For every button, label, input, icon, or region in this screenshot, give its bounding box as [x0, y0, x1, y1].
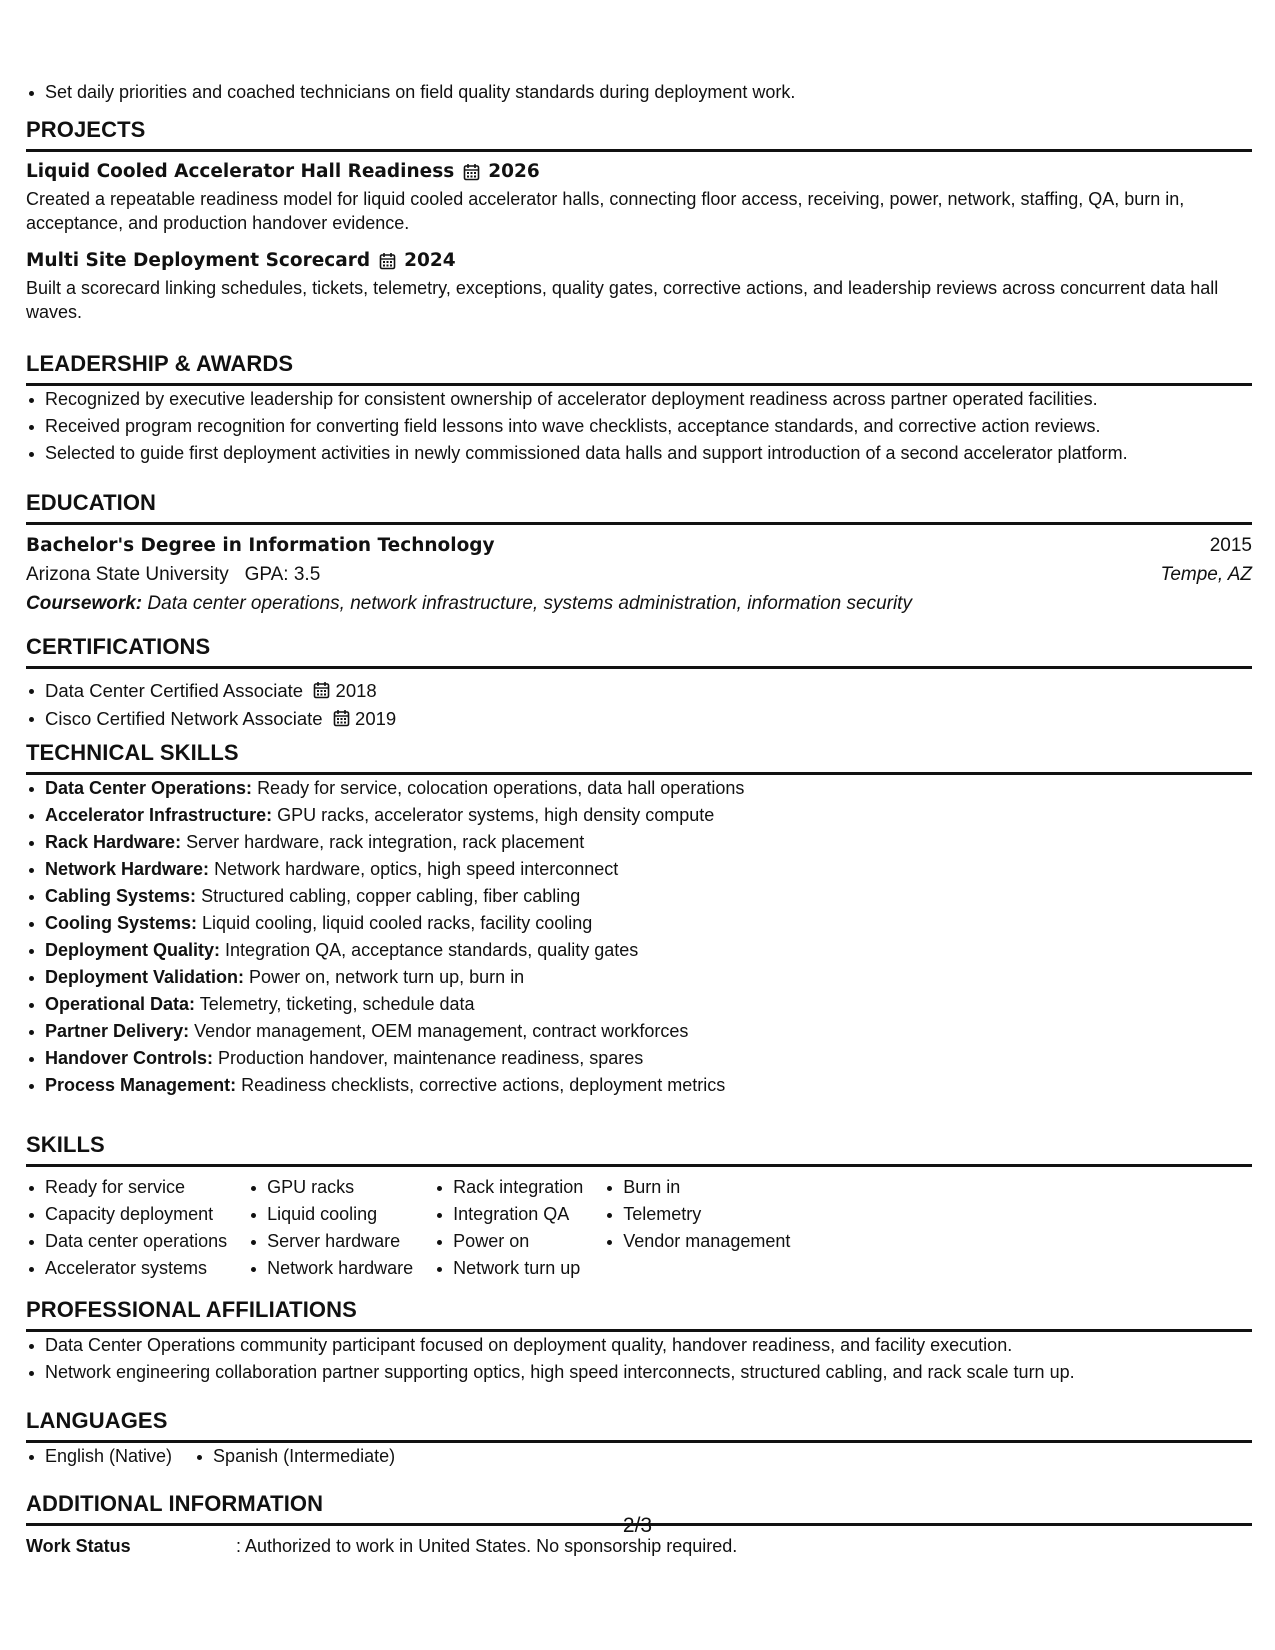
certifications-list: [26, 677, 1252, 733]
skill-values: Network hardware, optics, high speed interconnect: [214, 859, 619, 879]
skills-column: [604, 1174, 790, 1282]
section-title: SKILLS: [26, 1132, 1252, 1167]
technical-skill-item: [26, 829, 1252, 856]
skill-category: Rack Hardware:: [45, 832, 182, 852]
skill-item: Ready for service: [26, 1174, 227, 1201]
projects-section: [26, 117, 1252, 324]
certification-year: 2019: [355, 708, 397, 729]
affiliations-list: [26, 1332, 1252, 1386]
technical-skill-item: [26, 1018, 1252, 1045]
skill-category: Cabling Systems:: [45, 886, 197, 906]
work-status-value: : Authorized to work in United States. No sponsorship required.: [236, 1536, 738, 1556]
project-year: 2026: [488, 161, 540, 182]
technical-skill-item: [26, 1045, 1252, 1072]
skill-category: Process Management:: [45, 1075, 237, 1095]
calendar-icon: [313, 681, 330, 699]
technical-skills-list: [26, 775, 1252, 1099]
skill-item: Network hardware: [248, 1255, 413, 1282]
coursework-label: Coursework:: [26, 593, 143, 614]
technical-skill-item: [26, 856, 1252, 883]
skill-category: Deployment Validation:: [45, 967, 245, 987]
skill-values: Ready for service, colocation operations, data hall operations: [257, 778, 745, 798]
skill-values: Liquid cooling, liquid cooled racks, facility cooling: [202, 913, 593, 933]
skill-item: Data center operations: [26, 1228, 227, 1255]
section-title: EDUCATION: [26, 490, 1252, 525]
technical-skill-item: [26, 883, 1252, 910]
skill-item: Vendor management: [604, 1228, 790, 1255]
section-title: CERTIFICATIONS: [26, 634, 1252, 669]
technical-skill-item: [26, 937, 1252, 964]
project-description: Created a repeatable readiness model for liquid cooled accelerator halls, connecting floor access, receiving, power, network, staffing, QA, burn in, acceptance, and production handover evidence.: [26, 189, 1185, 233]
project-description: Built a scorecard linking schedules, tickets, telemetry, exceptions, quality gates, corrective actions, and leadership reviews across concurrent data hall waves.: [26, 278, 1219, 322]
languages-list: [26, 1443, 1252, 1470]
skill-category: Accelerator Infrastructure:: [45, 805, 273, 825]
certification-name: Data Center Certified Associate: [45, 680, 304, 701]
list-item: Selected to guide first deployment activities in newly commissioned data halls and support introduction of a second accelerator platform.: [26, 440, 1252, 467]
technical-skill-item: [26, 802, 1252, 829]
list-item: Set daily priorities and coached technicians on field quality standards during deployment work.: [26, 79, 1252, 106]
skill-category: Operational Data:: [45, 994, 196, 1014]
page-number: 2/3: [622, 1514, 653, 1537]
certifications-section: [26, 634, 1252, 733]
skill-item: Server hardware: [248, 1228, 413, 1255]
affiliations-section: [26, 1297, 1252, 1386]
skill-category: Data Center Operations:: [45, 778, 253, 798]
leadership-section: [26, 351, 1252, 467]
certification-year: 2018: [335, 680, 377, 701]
skill-item: Integration QA: [434, 1201, 583, 1228]
skill-item: Capacity deployment: [26, 1201, 227, 1228]
technical-skill-item: [26, 775, 1252, 802]
skill-item: Power on: [434, 1228, 583, 1255]
experience-continuation-list: [26, 79, 1252, 106]
skill-category: Cooling Systems:: [45, 913, 198, 933]
technical-skill-item: [26, 964, 1252, 991]
degree-name: Bachelor's Degree in Information Technology: [26, 535, 495, 556]
section-title: TECHNICAL SKILLS: [26, 740, 1252, 775]
language-item: English (Native): [26, 1443, 172, 1470]
skill-category: Deployment Quality:: [45, 940, 221, 960]
gpa: GPA: 3.5: [244, 564, 321, 585]
section-title: LEADERSHIP & AWARDS: [26, 351, 1252, 386]
section-title: ADDITIONAL INFORMATION: [26, 1491, 1252, 1526]
calendar-icon: [333, 709, 350, 727]
skill-item: Burn in: [604, 1174, 790, 1201]
skill-item: Accelerator systems: [26, 1255, 227, 1282]
skill-item: Liquid cooling: [248, 1201, 413, 1228]
skill-values: Server hardware, rack integration, rack placement: [186, 832, 585, 852]
list-item: [26, 705, 1252, 733]
certification-name: Cisco Certified Network Associate: [45, 708, 323, 729]
skill-category: Partner Delivery:: [45, 1021, 190, 1041]
technical-skills-section: [26, 740, 1252, 1099]
skill-values: Structured cabling, copper cabling, fiber cabling: [201, 886, 581, 906]
skill-category: Handover Controls:: [45, 1048, 214, 1068]
skill-item: Telemetry: [604, 1201, 790, 1228]
section-title: PROFESSIONAL AFFILIATIONS: [26, 1297, 1252, 1332]
technical-skill-item: [26, 1072, 1252, 1099]
skill-item: Network turn up: [434, 1255, 583, 1282]
skills-column: [248, 1174, 413, 1282]
list-item: [26, 677, 1252, 705]
education-section: [26, 490, 1252, 618]
list-item: Data Center Operations community participant focused on deployment quality, handover readiness, and facility execution.: [26, 1332, 1252, 1359]
language-item: Spanish (Intermediate): [194, 1443, 395, 1470]
skill-values: Integration QA, acceptance standards, quality gates: [225, 940, 639, 960]
skill-values: Readiness checklists, corrective actions, deployment metrics: [241, 1075, 726, 1095]
section-title: LANGUAGES: [26, 1408, 1252, 1443]
list-item: Recognized by executive leadership for consistent ownership of accelerator deployment readiness across partner operated facilities.: [26, 386, 1252, 413]
calendar-icon: [379, 252, 396, 270]
skills-column: [26, 1174, 227, 1282]
technical-skill-item: [26, 991, 1252, 1018]
skills-column: [434, 1174, 583, 1282]
leadership-list: [26, 386, 1252, 467]
project-entry: [26, 159, 1252, 235]
skill-values: Power on, network turn up, burn in: [249, 967, 525, 987]
work-status-label: Work Status: [26, 1536, 131, 1556]
skill-values: Production handover, maintenance readiness, spares: [218, 1048, 644, 1068]
calendar-icon: [463, 163, 480, 181]
skill-values: Vendor management, OEM management, contract workforces: [194, 1021, 689, 1041]
skill-category: Network Hardware:: [45, 859, 210, 879]
project-year: 2024: [404, 250, 456, 271]
skill-item: Rack integration: [434, 1174, 583, 1201]
school-location: Tempe, AZ: [1160, 564, 1252, 585]
list-item: Network engineering collaboration partner supporting optics, high speed interconnects, structured cabling, and rack scale turn up.: [26, 1359, 1252, 1386]
project-entry: [26, 248, 1252, 324]
skills-section: [26, 1132, 1252, 1282]
graduation-year: 2015: [1209, 535, 1252, 556]
project-name: Multi Site Deployment Scorecard: [26, 250, 371, 271]
skill-values: Telemetry, ticketing, schedule data: [199, 994, 475, 1014]
section-title: PROJECTS: [26, 117, 1252, 152]
languages-section: [26, 1408, 1252, 1470]
skill-values: GPU racks, accelerator systems, high density compute: [277, 805, 715, 825]
skills-grid: [26, 1174, 1252, 1282]
list-item: Received program recognition for converting field lessons into wave checklists, acceptance standards, and corrective action reviews.: [26, 413, 1252, 440]
technical-skill-item: [26, 910, 1252, 937]
school-name: Arizona State University: [26, 564, 229, 585]
project-name: Liquid Cooled Accelerator Hall Readiness: [26, 161, 455, 182]
coursework: Data center operations, network infrastructure, systems administration, information security: [147, 593, 912, 614]
skill-item: GPU racks: [248, 1174, 413, 1201]
